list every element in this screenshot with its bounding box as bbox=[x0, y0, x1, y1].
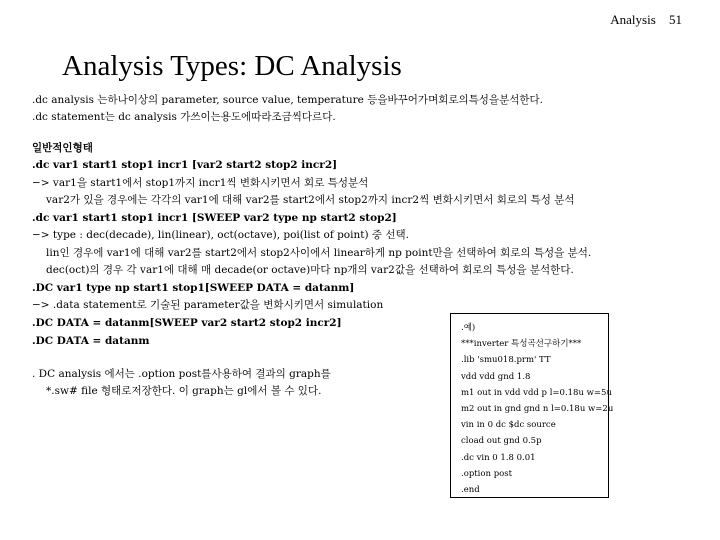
example-box bbox=[450, 313, 614, 498]
example-line: m1 out in vdd vdd p l=0.18u w=5u bbox=[461, 387, 612, 398]
example-line: .lib 'smu018.prm' TT bbox=[461, 355, 551, 366]
page-number: 51 bbox=[669, 12, 682, 27]
note-line-2: *.sw# file 형태로저장한다. 이 graph는 gl에서 볼 수 있다. bbox=[46, 385, 322, 397]
description-1-line-1: −> var1을 start1에서 stop1까지 incr1씩 변화시키면서 회로 특성분석 bbox=[32, 177, 369, 189]
example-line: vin in 0 dc $dc source bbox=[461, 420, 556, 431]
syntax-line-2: .dc var1 start1 stop1 incr1 [SWEEP var2 type np start2 stop2] bbox=[32, 212, 397, 224]
example-line: cload out gnd 0.5p bbox=[461, 436, 542, 447]
description-2-line-1: −> type : dec(decade), lin(linear), oct(octave), poi(list of point) 중 선택. bbox=[32, 229, 409, 241]
example-line: ***inverter 특성곡선구하기*** bbox=[461, 339, 582, 350]
example-line: vdd vdd gnd 1.8 bbox=[461, 371, 531, 382]
page-header bbox=[610, 12, 682, 28]
syntax-line-5: .DC DATA = datanm bbox=[32, 335, 150, 347]
slide-title: Analysis Types: DC Analysis bbox=[62, 50, 402, 82]
section-heading: 일반적인형태 bbox=[32, 142, 93, 154]
example-line: .예) bbox=[461, 323, 476, 333]
example-line: .end bbox=[461, 485, 480, 496]
syntax-line-4: .DC DATA = datanm[SWEEP var2 start2 stop2 incr2] bbox=[32, 317, 342, 329]
header-title: Analysis bbox=[610, 12, 656, 27]
example-line: .dc vin 0 1.8 0.01 bbox=[461, 452, 536, 463]
intro-line-2: .dc statement는 dc analysis 가쓰이는용도에따라조금씩다르다. bbox=[32, 111, 336, 123]
example-line: m2 out in gnd gnd n l=0.18u w=2u bbox=[461, 404, 614, 415]
description-2-line-2: lin인 경우에 var1에 대해 var2를 start2에서 stop2사이에서 linear하게 np point만을 선택하여 회로의 특성을 분석. bbox=[46, 247, 592, 259]
description-1-line-2: var2가 있을 경우에는 각각의 var1에 대해 var2를 start2에서 stop2까지 incr2씩 변화시키면서 회로의 특성 분석 bbox=[46, 194, 575, 206]
syntax-line-3: .DC var1 type np start1 stop1[SWEEP DATA = datanm] bbox=[32, 282, 355, 294]
intro-line-1: .dc analysis 는하나이상의 parameter, source value, temperature 등을바꾸어가며회로의특성을분석한다. bbox=[32, 94, 543, 106]
description-3: −> .data statement로 기술된 parameter값을 변화시키면서 simulation bbox=[32, 299, 384, 311]
description-2-line-3: dec(oct)의 경우 각 var1에 대해 매 decade(or octave)마다 np개의 var2값을 선택하여 회로의 특성을 분석한다. bbox=[46, 264, 574, 276]
note-line-1: . DC analysis 에서는 .option post를사용하여 결과의 graph를 bbox=[32, 368, 331, 380]
syntax-line-1: .dc var1 start1 stop1 incr1 [var2 start2 stop2 incr2] bbox=[32, 159, 338, 171]
example-line: .option post bbox=[461, 468, 513, 479]
